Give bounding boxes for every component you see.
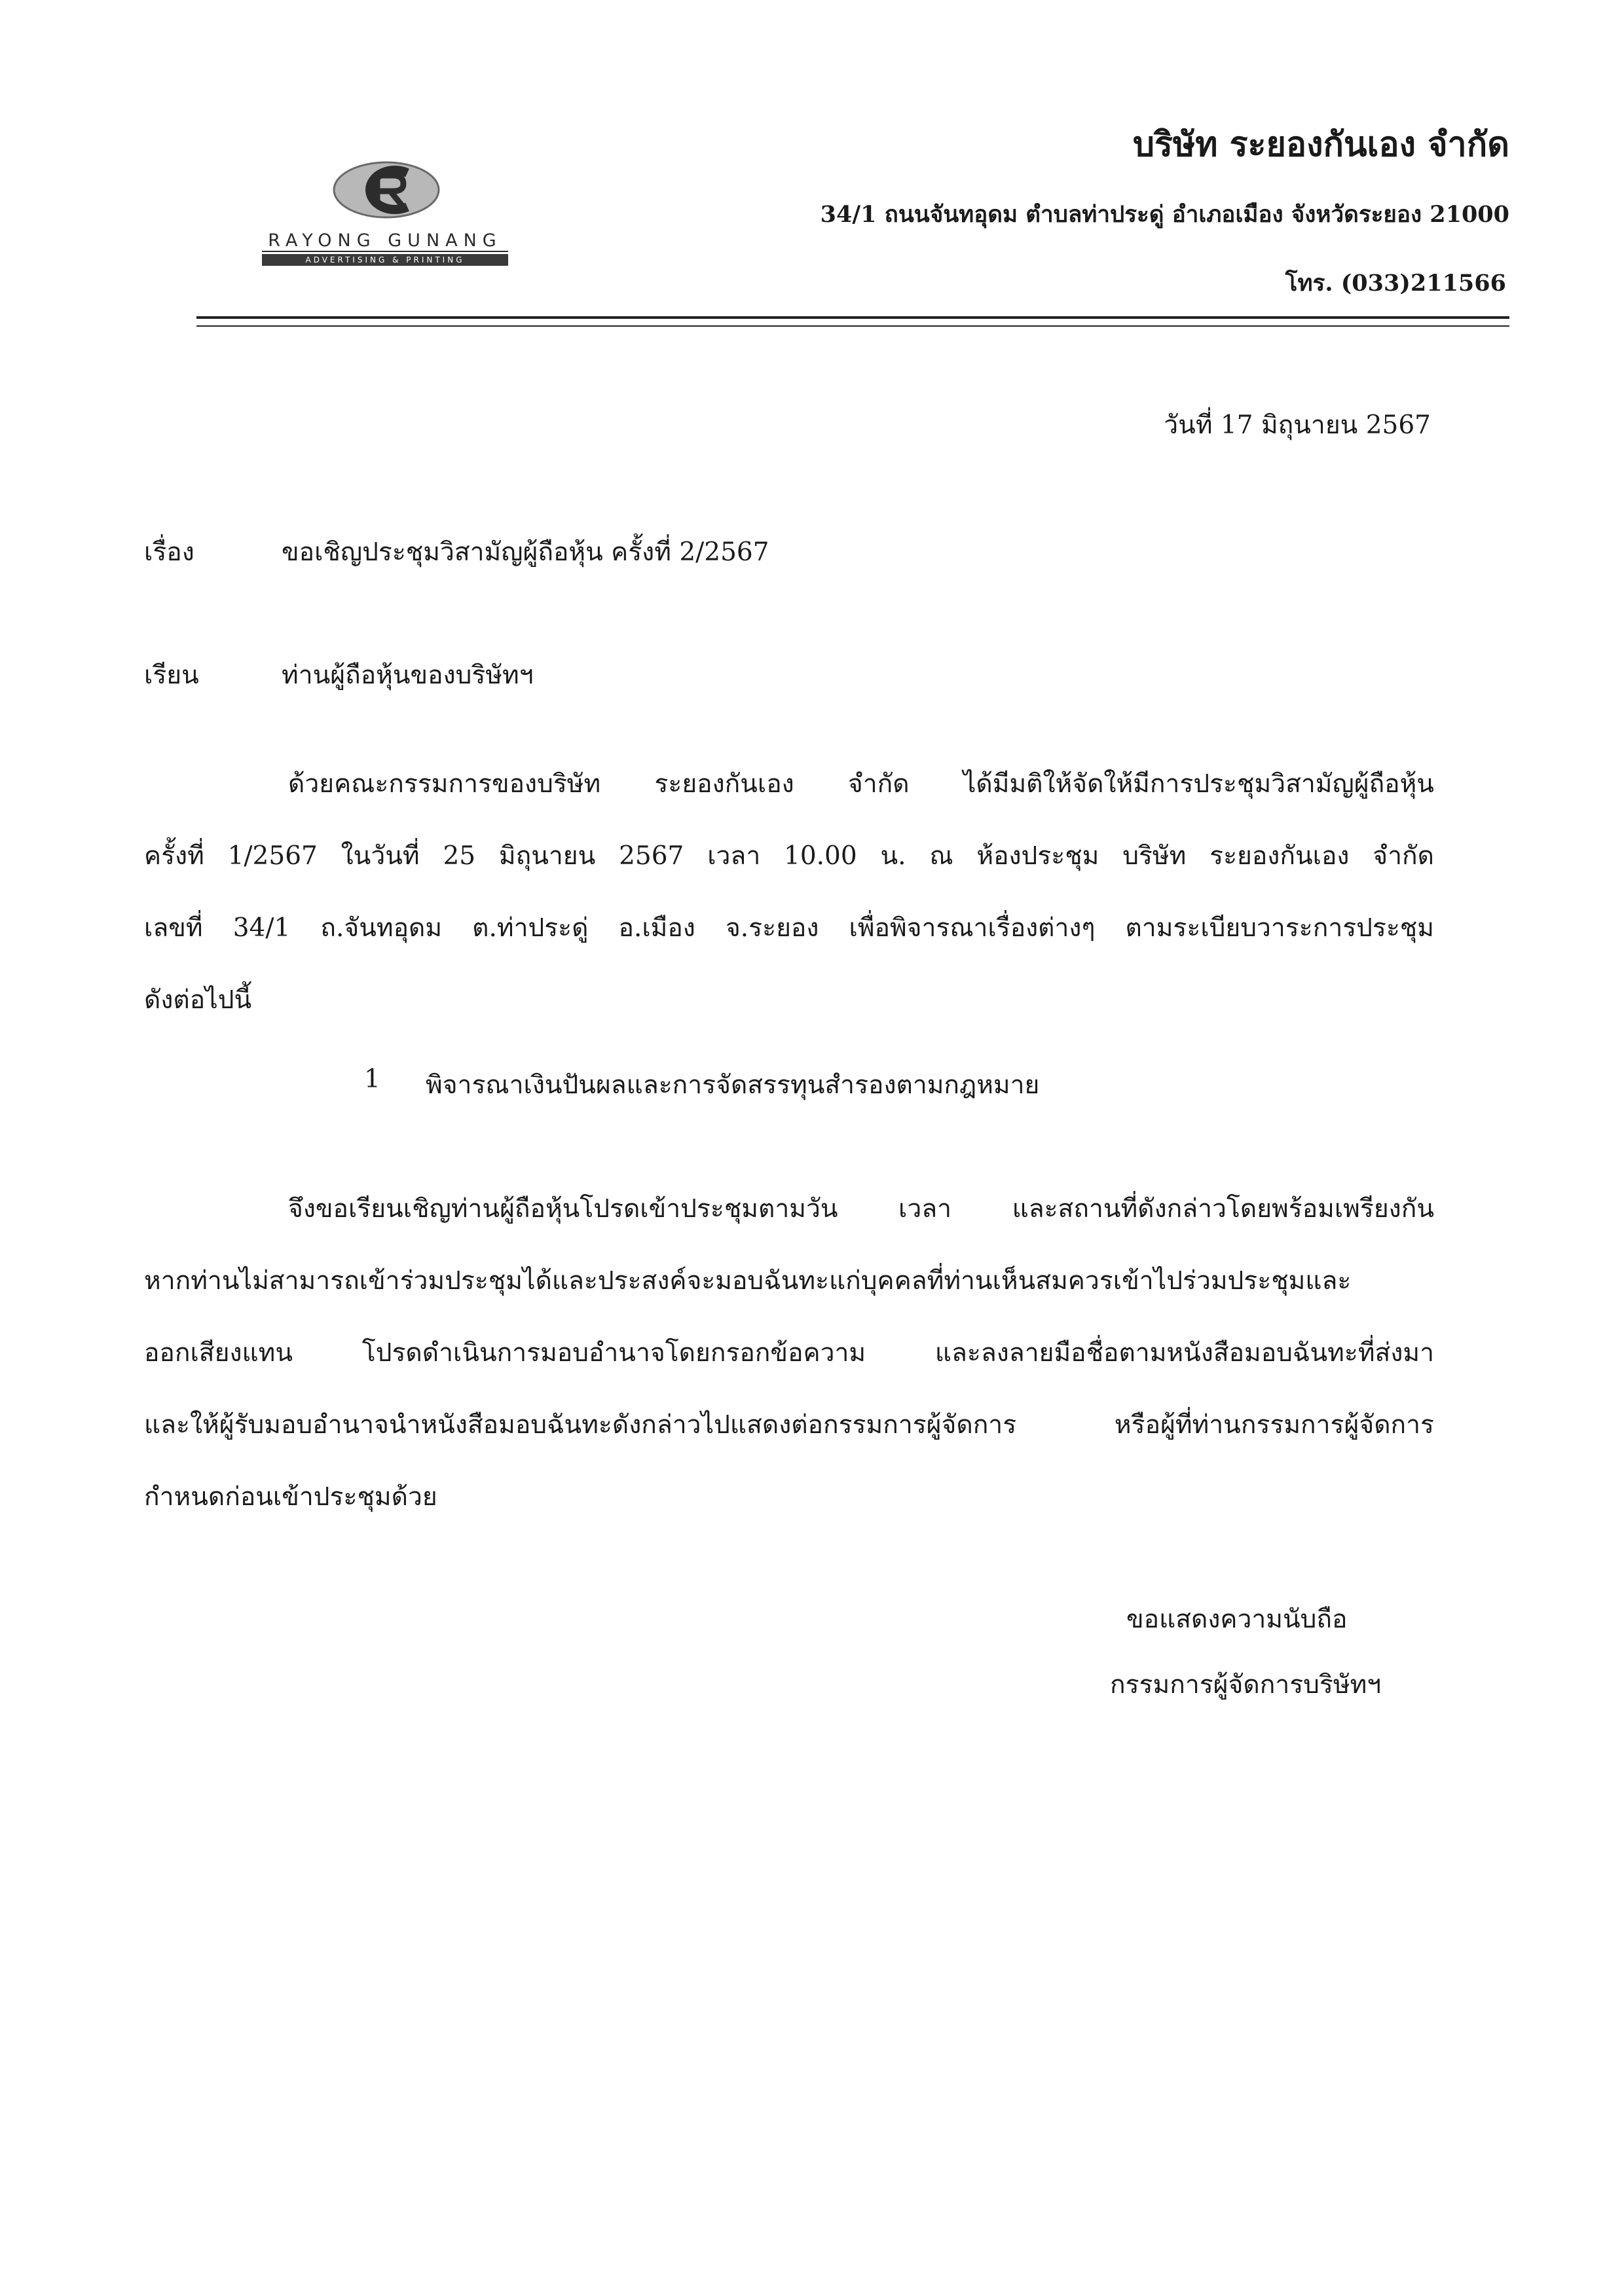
paragraph-line: กำหนดก่อนเข้าประชุมด้วย: [144, 1482, 437, 1512]
letter-date: วันที่ 17 มิถุนายน 2567: [1164, 410, 1431, 440]
logo-underline: [262, 251, 508, 252]
paragraph-line: ออกเสียงแทน โปรดดำเนินการมอบอำนาจโดยกรอกข้อความ และลงลายมือชื่อตามหนังสือมอบฉันทะที่ส่งมา: [144, 1338, 1434, 1368]
paragraph-line: จึงขอเรียนเชิญท่านผู้ถือหุ้นโปรดเข้าประชุมตามวัน เวลา และสถานที่ดังกล่าวโดยพร้อมเพรียงกัน: [288, 1194, 1434, 1224]
logo-tagline: ADVERTISING & PRINTING: [262, 254, 508, 266]
closing-regards: ขอแสดงความนับถือ: [1126, 1605, 1348, 1634]
agenda-item: พิจารณาเงินปันผลและการจัดสรรทุนสำรองตามกฎหมาย: [426, 1070, 1040, 1100]
recipient-label: เรียน: [144, 661, 199, 690]
paragraph-line: และให้ผู้รับมอบอำนาจนำหนังสือมอบฉันทะดังกล่าวไปแสดงต่อกรรมการผู้จัดการ หรือผู้ที่ท่านกรรมการผู้จัดการ: [144, 1410, 1434, 1440]
rg-logo-icon: [255, 157, 517, 229]
paragraph-attendance: [144, 1173, 1434, 1533]
agenda-number: 1: [364, 1065, 380, 1094]
letterhead-divider-thick: [196, 316, 1509, 319]
paragraph-line: ด้วยคณะกรรมการของบริษัท ระยองกันเอง จำกัด ได้มีมติให้จัดให้มีการประชุมวิสามัญผู้ถือหุ้น: [288, 769, 1434, 799]
company-name: บริษัท ระยองกันเอง จำกัด: [1133, 124, 1509, 164]
paragraph-line: หากท่านไม่สามารถเข้าร่วมประชุมได้และประสงค์จะมอบฉันทะแก่บุคคลที่ท่านเห็นสมควรเข้าไปร่วมประชุมและ: [144, 1266, 1352, 1296]
company-logo: [255, 157, 517, 268]
letterhead-divider-thin: [196, 325, 1509, 327]
subject-label: เรื่อง: [144, 538, 194, 567]
signatory-title: กรรมการผู้จัดการบริษัทฯ: [1110, 1670, 1382, 1700]
logo-text: RAYONG GUNANG: [268, 230, 502, 251]
company-phone: โทร. (033)211566: [1285, 270, 1506, 297]
paragraph-line: เลขที่ 34/1 ถ.จันทอุดม ต.ท่าประดู่ อ.เมือง จ.ระยอง เพื่อพิจารณาเรื่องต่างๆ ตามระเบียบวาระการประชุม: [144, 913, 1434, 943]
paragraph-line: ครั้งที่ 1/2567 ในวันที่ 25 มิถุนายน 2567 เวลา 10.00 น. ณ ห้องประชุม บริษัท ระยองกันเอง จำกัด: [144, 841, 1434, 871]
recipient-value: ท่านผู้ถือหุ้นของบริษัทฯ: [282, 661, 534, 690]
paragraph-line: ดังต่อไปนี้: [144, 985, 252, 1015]
paragraph-invitation: [144, 748, 1434, 1036]
company-address: 34/1 ถนนจันทอุดม ตำบลท่าประดู่ อำเภอเมือง จังหวัดระยอง 21000: [820, 201, 1509, 228]
subject-value: ขอเชิญประชุมวิสามัญผู้ถือหุ้น ครั้งที่ 2/2567: [282, 538, 769, 567]
